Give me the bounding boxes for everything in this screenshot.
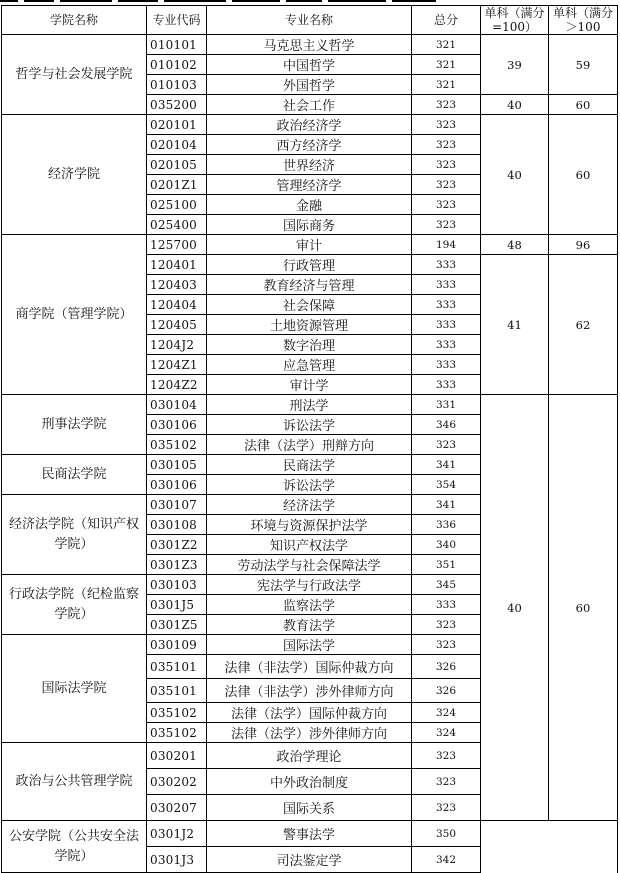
- single-subject-100-cell: 48: [481, 235, 549, 255]
- total-score-cell: 341: [412, 455, 481, 475]
- program-name-cell: 政治经济学: [207, 115, 412, 135]
- program-name-cell: 法律（非法学）国际仲裁方向: [207, 655, 412, 679]
- total-score-cell: 340: [412, 535, 481, 555]
- college-name-cell: 政治与公共管理学院: [2, 743, 147, 821]
- program-code-cell: 120404: [147, 295, 207, 315]
- program-name-cell: 民商法学: [207, 455, 412, 475]
- single-subject-over-100-cell: 60: [549, 115, 618, 235]
- total-score-cell: 333: [412, 595, 481, 615]
- program-name-cell: 知识产权法学: [207, 535, 412, 555]
- program-code-cell: 120403: [147, 275, 207, 295]
- program-code-cell: 030108: [147, 515, 207, 535]
- program-code-cell: 020101: [147, 115, 207, 135]
- program-name-cell: 国际关系: [207, 795, 412, 821]
- total-score-cell: 323: [412, 135, 481, 155]
- single-subject-100-cell: 41: [481, 255, 549, 395]
- header-name: 专业名称: [207, 6, 412, 35]
- total-score-cell: 194: [412, 235, 481, 255]
- total-score-cell: 342: [412, 847, 481, 873]
- program-name-cell: 西方经济学: [207, 135, 412, 155]
- program-code-cell: 020105: [147, 155, 207, 175]
- program-name-cell: 应急管理: [207, 355, 412, 375]
- header-single-100: 单科（满分=100）: [481, 6, 549, 35]
- program-code-cell: 030109: [147, 635, 207, 655]
- program-name-cell: 中国哲学: [207, 55, 412, 75]
- single-subject-over-100-cell: 60: [549, 95, 618, 115]
- table-row: [2, 395, 618, 415]
- program-name-cell: 国际商务: [207, 215, 412, 235]
- program-name-cell: 世界经济: [207, 155, 412, 175]
- program-name-cell: 法律（法学）涉外律师方向: [207, 723, 412, 743]
- college-name-cell: 国际法学院: [2, 635, 147, 743]
- program-code-cell: 0301Z5: [147, 615, 207, 635]
- total-score-cell: 323: [412, 615, 481, 635]
- cropped-title-remnant: [0, 0, 470, 4]
- total-score-cell: 333: [412, 295, 481, 315]
- total-score-cell: 351: [412, 555, 481, 575]
- program-code-cell: 035102: [147, 703, 207, 723]
- program-code-cell: 0301Z3: [147, 555, 207, 575]
- total-score-cell: 324: [412, 723, 481, 743]
- program-name-cell: 法律（法学）刑辩方向: [207, 435, 412, 455]
- program-code-cell: 0201Z1: [147, 175, 207, 195]
- program-code-cell: 1204Z1: [147, 355, 207, 375]
- total-score-cell: 345: [412, 575, 481, 595]
- table-row: [2, 821, 618, 847]
- college-name-cell: 哲学与社会发展学院: [2, 35, 147, 115]
- program-code-cell: 1204Z2: [147, 375, 207, 395]
- program-name-cell: 审计: [207, 235, 412, 255]
- program-name-cell: 管理经济学: [207, 175, 412, 195]
- single-subject-over-100-cell: 62: [549, 255, 618, 395]
- total-score-cell: 333: [412, 255, 481, 275]
- program-name-cell: 行政管理: [207, 255, 412, 275]
- program-code-cell: 030103: [147, 575, 207, 595]
- total-score-cell: 336: [412, 515, 481, 535]
- total-score-cell: 333: [412, 375, 481, 395]
- program-name-cell: 中外政治制度: [207, 769, 412, 795]
- total-score-cell: 323: [412, 215, 481, 235]
- table-row: [2, 115, 618, 135]
- program-code-cell: 010102: [147, 55, 207, 75]
- college-name-cell: 经济学院: [2, 115, 147, 235]
- program-name-cell: 刑法学: [207, 395, 412, 415]
- program-code-cell: 030201: [147, 743, 207, 769]
- program-name-cell: 诉讼法学: [207, 415, 412, 435]
- program-code-cell: 035200: [147, 95, 207, 115]
- program-name-cell: 土地资源管理: [207, 315, 412, 335]
- program-name-cell: 监察法学: [207, 595, 412, 615]
- total-score-cell: 333: [412, 355, 481, 375]
- college-name-cell: 商学院（管理学院）: [2, 235, 147, 395]
- program-code-cell: 1204J2: [147, 335, 207, 355]
- total-score-cell: 323: [412, 743, 481, 769]
- program-code-cell: 025100: [147, 195, 207, 215]
- program-code-cell: 030106: [147, 475, 207, 495]
- program-code-cell: 020104: [147, 135, 207, 155]
- single-subject-100-cell: 40: [481, 115, 549, 235]
- total-score-cell: 321: [412, 75, 481, 95]
- single-subject-100-cell: 40: [481, 395, 549, 821]
- program-name-cell: 社会保障: [207, 295, 412, 315]
- total-score-cell: 333: [412, 275, 481, 295]
- total-score-cell: 326: [412, 655, 481, 679]
- total-score-cell: 321: [412, 55, 481, 75]
- program-name-cell: 社会工作: [207, 95, 412, 115]
- total-score-cell: 321: [412, 35, 481, 55]
- total-score-cell: 323: [412, 195, 481, 215]
- single-subject-over-100-cell: 59: [549, 35, 618, 95]
- program-code-cell: 0301J5: [147, 595, 207, 615]
- program-code-cell: 035101: [147, 655, 207, 679]
- header-total: 总分: [412, 6, 481, 35]
- total-score-cell: 333: [412, 315, 481, 335]
- program-name-cell: 马克思主义哲学: [207, 35, 412, 55]
- program-name-cell: 外国哲学: [207, 75, 412, 95]
- total-score-cell: 326: [412, 679, 481, 703]
- table-row: [2, 235, 618, 255]
- program-name-cell: 政治学理论: [207, 743, 412, 769]
- program-name-cell: 环境与资源保护法学: [207, 515, 412, 535]
- college-name-cell: 公安学院（公共安全法学院）: [2, 821, 147, 873]
- total-score-cell: 323: [412, 635, 481, 655]
- program-code-cell: 030207: [147, 795, 207, 821]
- table-row: [2, 35, 618, 55]
- program-name-cell: 法律（法学）国际仲裁方向: [207, 703, 412, 723]
- header-college: 学院名称: [2, 6, 147, 35]
- college-name-cell: 刑事法学院: [2, 395, 147, 455]
- program-code-cell: 035101: [147, 679, 207, 703]
- program-code-cell: 035102: [147, 723, 207, 743]
- program-code-cell: 120405: [147, 315, 207, 335]
- single-subject-100-cell: 40: [481, 95, 549, 115]
- single-subject-100-cell: 39: [481, 35, 549, 95]
- total-score-cell: 354: [412, 475, 481, 495]
- program-name-cell: 国际法学: [207, 635, 412, 655]
- total-score-cell: 323: [412, 115, 481, 135]
- table-header-row: [2, 6, 618, 35]
- total-score-cell: 333: [412, 335, 481, 355]
- program-name-cell: 金融: [207, 195, 412, 215]
- total-score-cell: 323: [412, 95, 481, 115]
- program-name-cell: 经济法学: [207, 495, 412, 515]
- total-score-cell: 346: [412, 415, 481, 435]
- program-name-cell: 宪法学与行政法学: [207, 575, 412, 595]
- header-code: 专业代码: [147, 6, 207, 35]
- table-body: [2, 35, 618, 873]
- total-score-cell: 323: [412, 155, 481, 175]
- college-name-cell: 民商法学院: [2, 455, 147, 495]
- program-code-cell: 030202: [147, 769, 207, 795]
- total-score-cell: 323: [412, 795, 481, 821]
- total-score-cell: 323: [412, 175, 481, 195]
- program-code-cell: 030105: [147, 455, 207, 475]
- program-name-cell: 法律（非法学）涉外律师方向: [207, 679, 412, 703]
- college-name-cell: 经济法学院（知识产权学院）: [2, 495, 147, 575]
- program-name-cell: 司法鉴定学: [207, 847, 412, 873]
- total-score-cell: 324: [412, 703, 481, 723]
- single-subject-over-100-cell: 60: [549, 395, 618, 821]
- program-code-cell: 010101: [147, 35, 207, 55]
- program-code-cell: 0301J3: [147, 847, 207, 873]
- program-name-cell: 数字治理: [207, 335, 412, 355]
- program-code-cell: 035102: [147, 435, 207, 455]
- total-score-cell: 323: [412, 435, 481, 455]
- program-code-cell: 120401: [147, 255, 207, 275]
- single-subject-over-100-cell: 96: [549, 235, 618, 255]
- program-code-cell: 125700: [147, 235, 207, 255]
- total-score-cell: 323: [412, 769, 481, 795]
- program-code-cell: 030106: [147, 415, 207, 435]
- program-code-cell: 010103: [147, 75, 207, 95]
- program-name-cell: 教育法学: [207, 615, 412, 635]
- score-table: [1, 5, 618, 873]
- program-name-cell: 警事法学: [207, 821, 412, 847]
- program-name-cell: 劳动法学与社会保障法学: [207, 555, 412, 575]
- total-score-cell: 341: [412, 495, 481, 515]
- program-code-cell: 030104: [147, 395, 207, 415]
- program-code-cell: 030107: [147, 495, 207, 515]
- program-name-cell: 教育经济与管理: [207, 275, 412, 295]
- total-score-cell: 331: [412, 395, 481, 415]
- program-code-cell: 025400: [147, 215, 207, 235]
- program-name-cell: 审计学: [207, 375, 412, 395]
- header-single-over-100: 单科（满分＞100: [549, 6, 618, 35]
- college-name-cell: 行政法学院（纪检监察学院）: [2, 575, 147, 635]
- program-name-cell: 诉讼法学: [207, 475, 412, 495]
- program-code-cell: 0301J2: [147, 821, 207, 847]
- program-code-cell: 0301Z2: [147, 535, 207, 555]
- total-score-cell: 350: [412, 821, 481, 847]
